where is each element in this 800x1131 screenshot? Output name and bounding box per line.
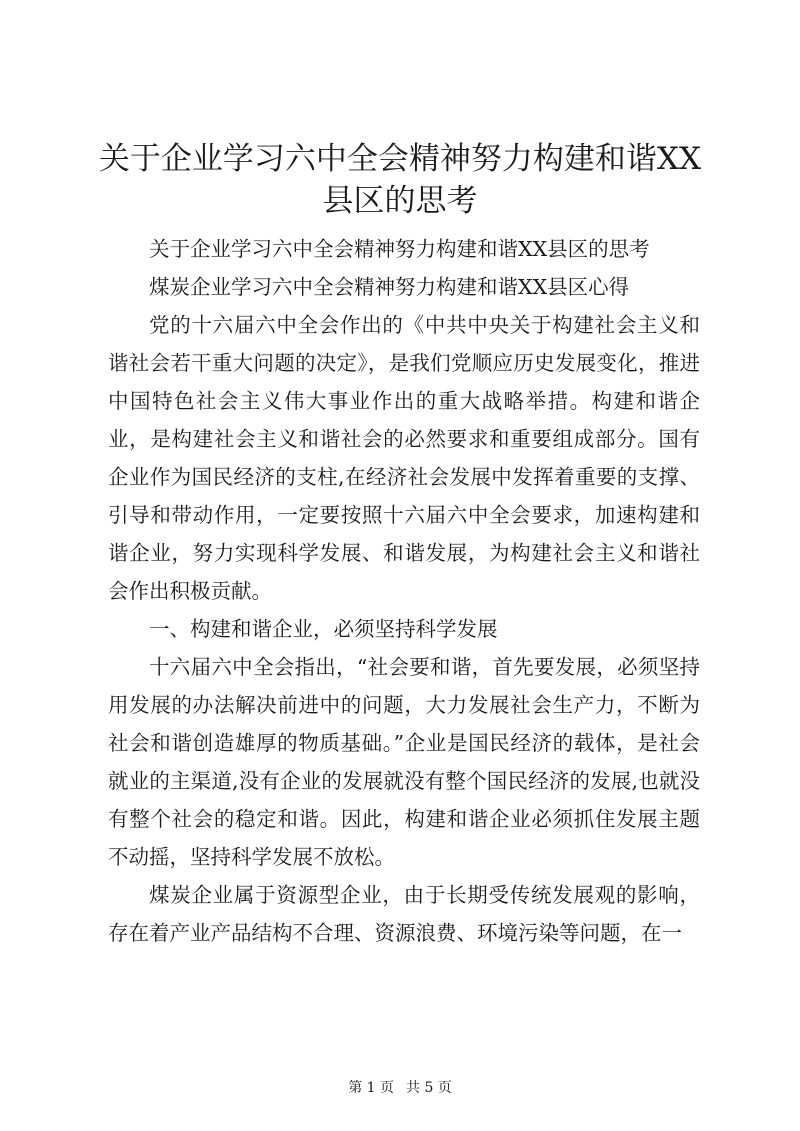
paragraph-alt-title: 煤炭企业学习六中全会精神努力构建和谐XX县区心得: [149, 275, 630, 299]
paragraph-coal: 煤炭企业属于资源型企业，由于长期受传统发展观的影响，存在着产业产品结构不合理、资源浪费、环境污染等问题，在一: [108, 883, 700, 945]
page-footer: [0, 1079, 800, 1097]
document-body: [108, 230, 700, 952]
page-total: 共 5 页: [406, 1080, 452, 1096]
paragraph-section-1: 十六届六中全会指出，“社会要和谐，首先要发展，必须坚持用发展的办法解决前进中的问题，大力发展社会生产力，不断为社会和谐创造雄厚的物质基础。”企业是国民经济的载体，是社会就业的主渠道,没有企业的发展就没有整个国民经济的发展,也就没有整个社会的稳定和谐。因此，构建和谐企业必须抓住发展主题不动摇，坚持科学发展不放松。: [108, 655, 700, 869]
paragraph-intro: 党的十六届六中全会作出的《中共中央关于构建社会主义和谐社会若干重大问题的决定》，是我们党顺应历史发展变化，推进中国特色社会主义伟大事业作出的重大战略举措。构建和谐企业，是构建社会主义和谐社会的必然要求和重要组成部分。国有企业作为国民经济的支柱,在经济社会发展中发挥着重要的支撑、引导和带动作用，一定要按照十六届六中全会要求，加速构建和谐企业，努力实现科学发展、和谐发展，为构建社会主义和谐社会作出积极贡献。: [108, 313, 700, 603]
page-number: 第 1 页: [348, 1080, 394, 1096]
paragraph-subtitle: 关于企业学习六中全会精神努力构建和谐XX县区的思考: [149, 237, 650, 261]
section-heading-1: 一、构建和谐企业，必须坚持科学发展: [149, 617, 498, 641]
document-title: 关于企业学习六中全会精神努力构建和谐XX县区的思考: [98, 141, 702, 219]
